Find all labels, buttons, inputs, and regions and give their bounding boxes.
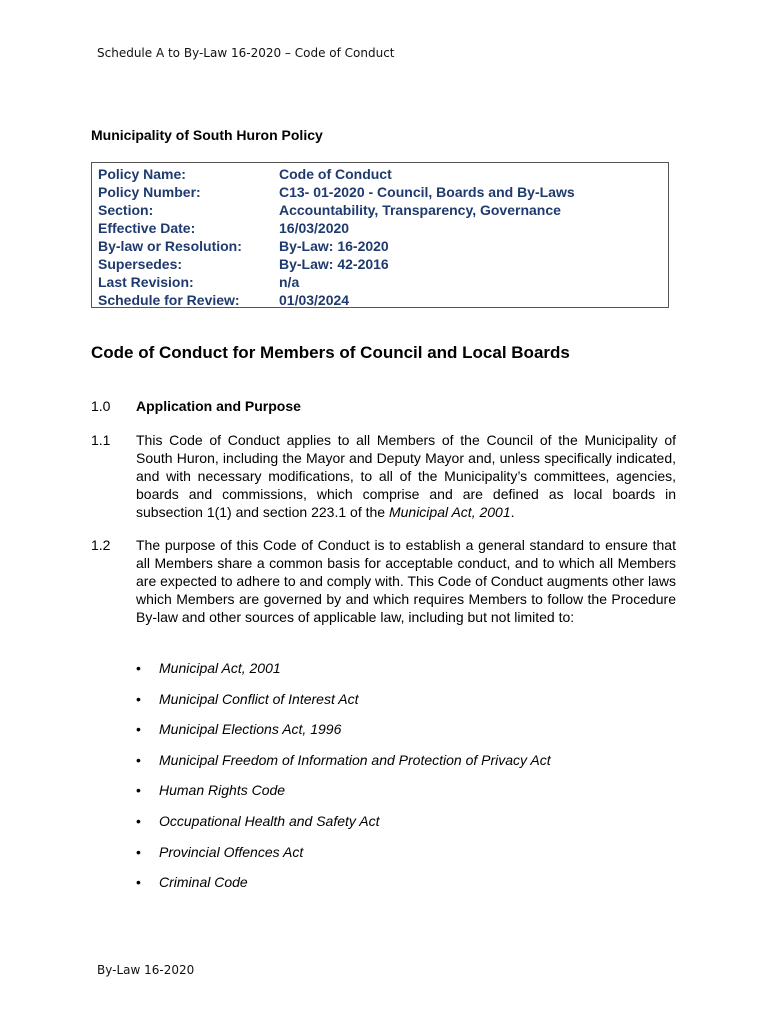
supersedes-value: By-Law: 42-2016 [279,256,389,272]
list-item: • Municipal Elections Act, 1996 [136,721,342,738]
paragraph-text-main: This Code of Conduct applies to all Members of the Council of the Municipality of South Huron, including the Mayor and Deputy Mayor and, unless specifically indicated, and with necessary modifications, to all of the Municipality’s committees, agencies, boards and commissions, which comprise and are defined as local boards in subsection 1(1) and section 223.1 of the [136,432,676,520]
bullet-icon: • [136,660,141,676]
effective-date-label: Effective Date: [98,220,196,236]
paragraph-1-2 [91,536,676,626]
policy-labels [98,165,279,308]
bullet-icon: • [136,751,141,768]
paragraph-1-1 [91,431,676,521]
bullet-icon: • [136,690,141,707]
paragraph-text: The purpose of this Code of Conduct is to establish a general standard to ensure that all Members share a common basis for acceptable conduct, and to which all Members are expected to adhere to and comply with. This Code of Conduct augments other laws which Members are governed by and which requires Members to follow the Procedure By-law and other sources of applicable law, including but not limited to: [136,537,676,625]
running-header: Schedule A to By-Law 16-2020 – Code of Conduct [97,46,395,60]
bullet-icon: • [136,782,141,799]
policy-name-label: Policy Name: [98,166,186,182]
bullet-icon: • [136,874,141,891]
list-item: • Criminal Code [136,874,248,891]
list-item: • Municipal Freedom of Information and Protection of Privacy Act [136,751,551,768]
policy-info-box [91,162,669,308]
paragraph-text-tail: . [510,504,515,520]
supersedes-label: Supersedes: [98,256,183,272]
bylaw-resolution-value: By-Law: 16-2020 [279,238,389,254]
effective-date-value: 16/03/2020 [279,220,350,236]
applicable-laws-list [136,659,551,904]
policy-number-value: C13- 01-2020 - Council, Boards and By-Laws [279,184,575,200]
policy-heading: Municipality of South Huron Policy [91,127,323,143]
paragraph-text [136,431,676,521]
list-item: • Municipal Act, 2001 [136,660,281,676]
section-title: Application and Purpose [136,398,301,414]
section-number: 1.0 [91,398,111,414]
last-revision-value: n/a [279,274,300,290]
policy-number-label: Policy Number: [98,184,201,200]
bylaw-resolution-label: By-law or Resolution: [98,238,242,254]
bullet-icon: • [136,843,141,860]
last-revision-label: Last Revision: [98,274,194,290]
list-item: • Occupational Health and Safety Act [136,812,380,829]
bullet-icon: • [136,812,141,829]
list-item: • Municipal Conflict of Interest Act [136,690,359,707]
document-title: Code of Conduct for Members of Council and Local Boards [91,343,570,362]
list-item: • Human Rights Code [136,782,286,799]
policy-values [279,165,662,308]
paragraph-number: 1.2 [91,537,111,553]
section-label: Section: [98,202,154,218]
paragraph-number: 1.1 [91,432,111,448]
list-item: • Provincial Offences Act [136,843,304,860]
bullet-icon: • [136,721,141,738]
policy-name-value: Code of Conduct [279,166,392,182]
statute-citation: Municipal Act, 2001 [388,504,511,520]
review-schedule-label: Schedule for Review: [98,292,240,308]
section-value: Accountability, Transparency, Governance [279,202,561,218]
running-footer: By-Law 16-2020 [97,963,195,977]
review-schedule-value: 01/03/2024 [279,292,350,308]
